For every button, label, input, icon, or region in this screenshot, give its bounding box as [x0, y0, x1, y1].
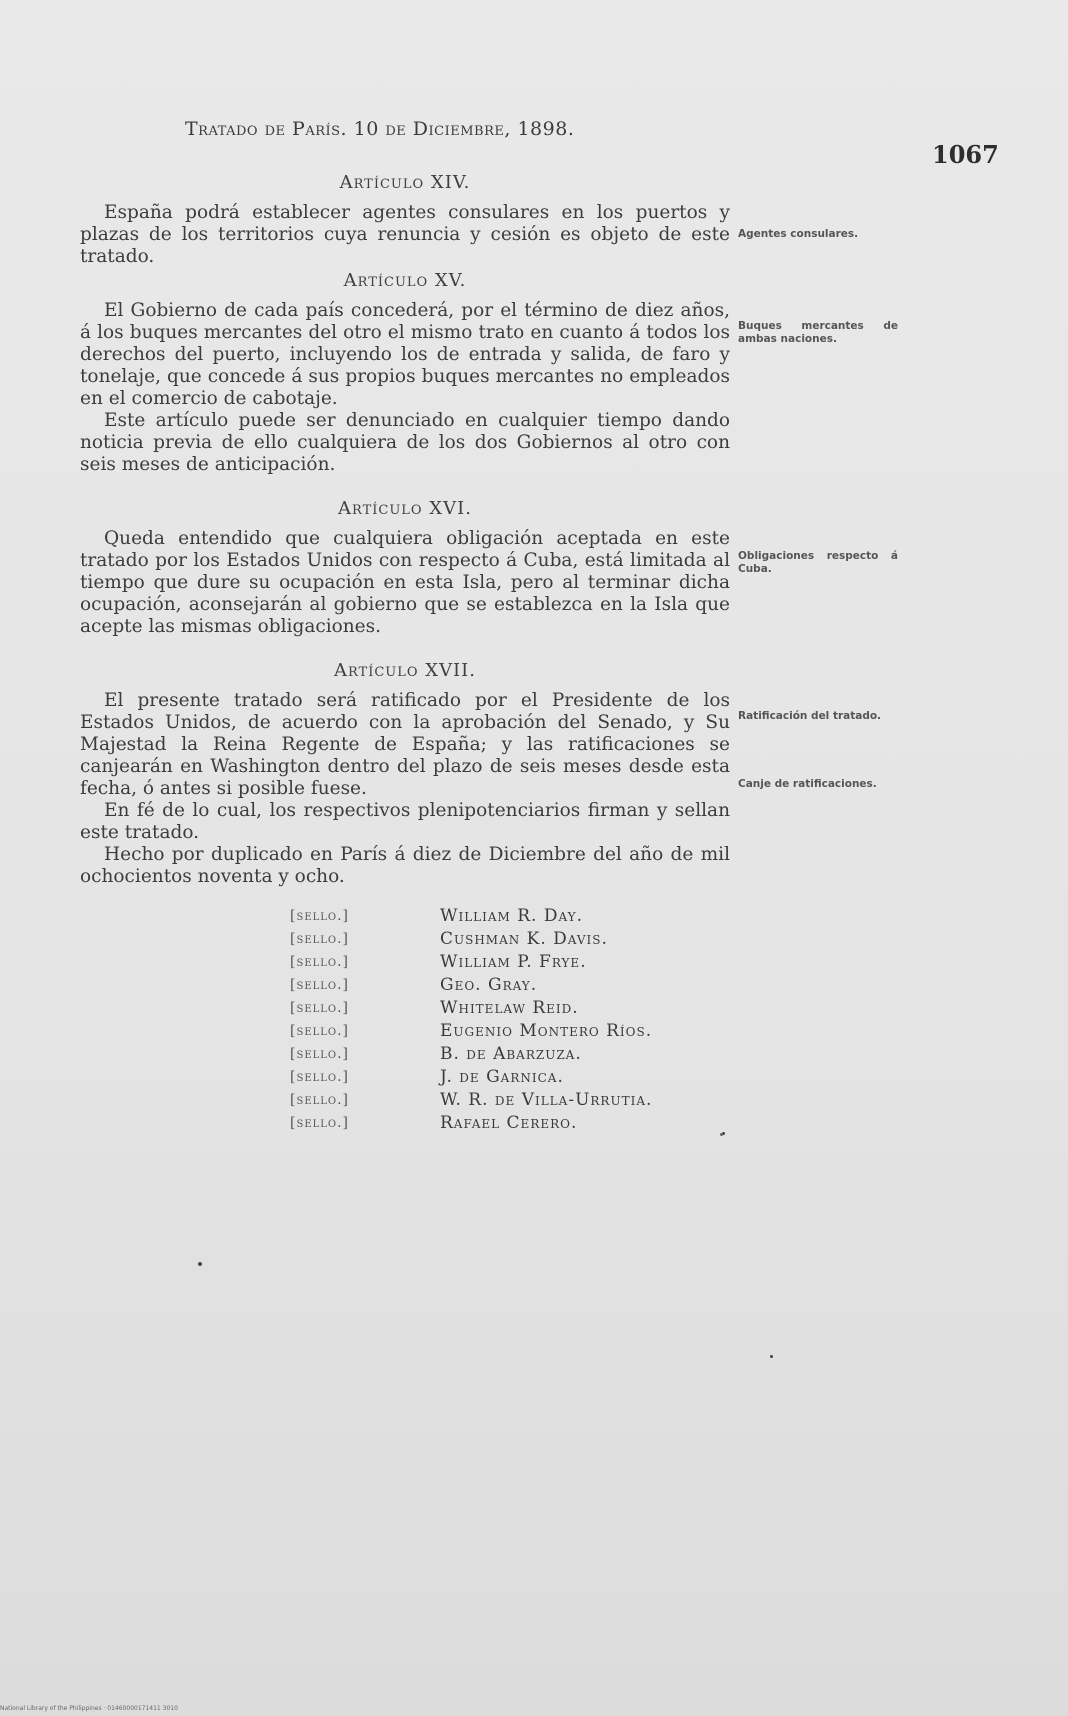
article-body-xv: [80, 300, 730, 476]
signature-row: [290, 1019, 750, 1042]
scan-speck: [720, 1133, 723, 1136]
article-body-xiv: [80, 202, 730, 268]
signature-row: [290, 1065, 750, 1088]
paragraph: El presente tratado será ratificado por el Presidente de los Estados Unidos, de acuerdo con la aprobación del Senado, y Su Majestad la Reina Regente de España; y las ratificaciones se canjearán en Washington dentro del plazo de seis meses desde esta fecha, ó antes si posible fuese.: [80, 690, 730, 799]
margin-note-agentes-consulares: Agentes consulares.: [738, 228, 859, 240]
signatory-name: W. R. de Villa-Urrutia.: [440, 1089, 653, 1110]
signature-row: [290, 1042, 750, 1065]
scan-credit: National Library of the Philippines · 01460000171411 3010: [0, 1705, 178, 1712]
article-heading-xv: Artículo XV.: [343, 270, 467, 291]
signatory-name: J. de Garnica.: [440, 1066, 564, 1087]
article-body-xvii: [80, 690, 730, 888]
seal-mark: [sello.]: [290, 1114, 350, 1131]
seal-mark: [sello.]: [290, 907, 350, 924]
signature-row: [290, 1088, 750, 1111]
scan-speck: [198, 1262, 202, 1266]
signatory-name: William R. Day.: [440, 905, 583, 926]
paragraph: España podrá establecer agentes consulares en los puertos y plazas de los territorios cuya renuncia y cesión es objeto de este tratado.: [80, 202, 730, 267]
seal-mark: [sello.]: [290, 1091, 350, 1108]
seal-mark: [sello.]: [290, 976, 350, 993]
seal-mark: [sello.]: [290, 953, 350, 970]
article-body-xvi: [80, 528, 730, 638]
signature-row: [290, 996, 750, 1019]
paragraph: En fé de lo cual, los respectivos plenipotenciarios firman y sellan este tratado.: [80, 800, 730, 843]
article-heading-xvi: Artículo XVI.: [338, 498, 472, 519]
signatory-name: Geo. Gray.: [440, 974, 538, 995]
signature-row: [290, 904, 750, 927]
paragraph: Queda entendido que cualquiera obligación aceptada en este tratado por los Estados Unidos con respecto á Cuba, está limitada al tiempo que dure su ocupación en esta Isla, pero al terminar dicha ocupación, aconsejarán al gobierno que se establezca en la Isla que acepte las mismas obligaciones.: [80, 528, 730, 637]
signature-row: [290, 927, 750, 950]
seal-mark: [sello.]: [290, 999, 350, 1016]
article-heading-xvii: Artículo XVII.: [333, 660, 477, 681]
signatory-name: Whitelaw Reid.: [440, 997, 579, 1018]
seal-mark: [sello.]: [290, 1022, 350, 1039]
signatory-name: B. de Abarzuza.: [440, 1043, 582, 1064]
paragraph: El Gobierno de cada país concederá, por el término de diez años, á los buques mercantes del otro el mismo trato en cuanto á todos los derechos del puerto, incluyendo los de entrada y salida, de faro y tonelaje, que concede á sus propios buques mercantes no empleados en el comercio de cabotaje.: [80, 300, 730, 409]
seal-mark: [sello.]: [290, 1045, 350, 1062]
signatory-name: Rafael Cerero.: [440, 1112, 578, 1133]
paragraph: Este artículo puede ser denunciado en cualquier tiempo dando noticia previa de ello cualquiera de los dos Gobiernos al otro con seis meses de anticipación.: [80, 410, 730, 475]
margin-note-canje: Canje de ratificaciones.: [738, 778, 877, 790]
scan-speck: [770, 1355, 773, 1358]
seal-mark: [sello.]: [290, 930, 350, 947]
margin-note-ratificacion: Ratificación del tratado.: [738, 710, 882, 722]
signature-row: [290, 1111, 750, 1134]
page-number: 1067: [932, 140, 999, 169]
running-header: Tratado de París. 10 de Diciembre, 1898.: [185, 118, 575, 140]
signature-row: [290, 950, 750, 973]
margin-note-buques-mercantes: Buques mercantes de ambas naciones.: [738, 320, 898, 345]
signature-row: [290, 973, 750, 996]
signatory-name: Cushman K. Davis.: [440, 928, 608, 949]
article-heading-xiv: Artículo XIV.: [339, 172, 471, 193]
signatory-name: William P. Frye.: [440, 951, 587, 972]
signature-block: [290, 904, 750, 1134]
paragraph: Hecho por duplicado en París á diez de Diciembre del año de mil ochocientos noventa y ocho.: [80, 844, 730, 887]
seal-mark: [sello.]: [290, 1068, 350, 1085]
signatory-name: Eugenio Montero Ríos.: [440, 1020, 653, 1041]
margin-note-obligaciones-cuba: Obligaciones respecto á Cuba.: [738, 550, 898, 575]
